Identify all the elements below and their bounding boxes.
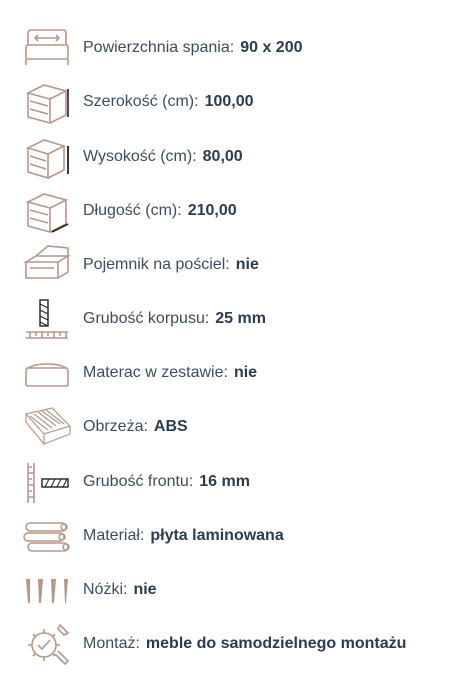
spec-row-legs xyxy=(0,563,472,617)
legs-icon xyxy=(22,567,72,613)
spec-text xyxy=(83,292,266,346)
spec-row-height xyxy=(0,130,472,184)
front-thickness-icon xyxy=(22,459,72,505)
assembly-icon xyxy=(22,621,72,667)
spec-text xyxy=(83,21,302,75)
material-logs-icon xyxy=(22,513,72,559)
dresser-width-icon xyxy=(22,79,72,125)
spec-row-material xyxy=(0,509,472,563)
spec-text xyxy=(83,184,237,238)
spec-text xyxy=(83,617,406,671)
spec-label: Obrzeża: xyxy=(83,418,148,435)
spec-row-front-thickness xyxy=(0,455,472,509)
bed-width-icon xyxy=(22,25,72,71)
spec-row-body-thickness xyxy=(0,292,472,346)
spec-row-width xyxy=(0,75,472,129)
spec-text xyxy=(83,509,284,563)
spec-value: ABS xyxy=(153,418,188,435)
dresser-depth-icon xyxy=(22,188,72,234)
spec-value: 90 x 200 xyxy=(240,39,303,56)
spec-label: Nóżki: xyxy=(83,581,128,598)
spec-row-length xyxy=(0,184,472,238)
spec-label: Powierzchnia spania: xyxy=(83,39,235,56)
spec-label: Grubość korpusu: xyxy=(83,310,210,327)
spec-text xyxy=(83,563,157,617)
mattress-icon xyxy=(22,350,72,396)
spec-value: 80,00 xyxy=(202,148,243,165)
spec-text xyxy=(83,130,243,184)
edge-banding-icon xyxy=(22,404,72,450)
spec-row-assembly xyxy=(0,617,472,671)
spec-text xyxy=(83,400,188,454)
spec-value: 16 mm xyxy=(199,473,250,490)
spec-value: 210,00 xyxy=(187,202,237,219)
spec-label: Długość (cm): xyxy=(83,202,182,219)
board-thickness-icon xyxy=(22,296,72,342)
spec-label: Grubość frontu: xyxy=(83,473,194,490)
spec-value: 25 mm xyxy=(215,310,266,327)
spec-label: Montaż: xyxy=(83,635,140,652)
spec-value: płyta laminowana xyxy=(150,527,284,544)
spec-row-bedding-box xyxy=(0,238,472,292)
spec-label: Pojemnik na pościel: xyxy=(83,256,230,273)
spec-text xyxy=(83,238,259,292)
spec-value: nie xyxy=(133,581,157,598)
spec-value: nie xyxy=(235,256,259,273)
spec-row-mattress xyxy=(0,346,472,400)
spec-text xyxy=(83,75,254,129)
spec-row-sleeping-area xyxy=(0,21,472,75)
spec-value: meble do samodzielnego montażu xyxy=(145,635,407,652)
spec-label: Materiał: xyxy=(83,527,145,544)
spec-text xyxy=(83,455,250,509)
bedding-box-icon xyxy=(22,242,72,288)
spec-label: Materac w zestawie: xyxy=(83,364,228,381)
spec-text xyxy=(83,346,257,400)
spec-value: 100,00 xyxy=(204,93,254,110)
spec-label: Szerokość (cm): xyxy=(83,93,199,110)
spec-value: nie xyxy=(233,364,258,381)
spec-row-edge-banding xyxy=(0,400,472,454)
spec-label: Wysokość (cm): xyxy=(83,148,197,165)
dresser-height-icon xyxy=(22,134,72,180)
